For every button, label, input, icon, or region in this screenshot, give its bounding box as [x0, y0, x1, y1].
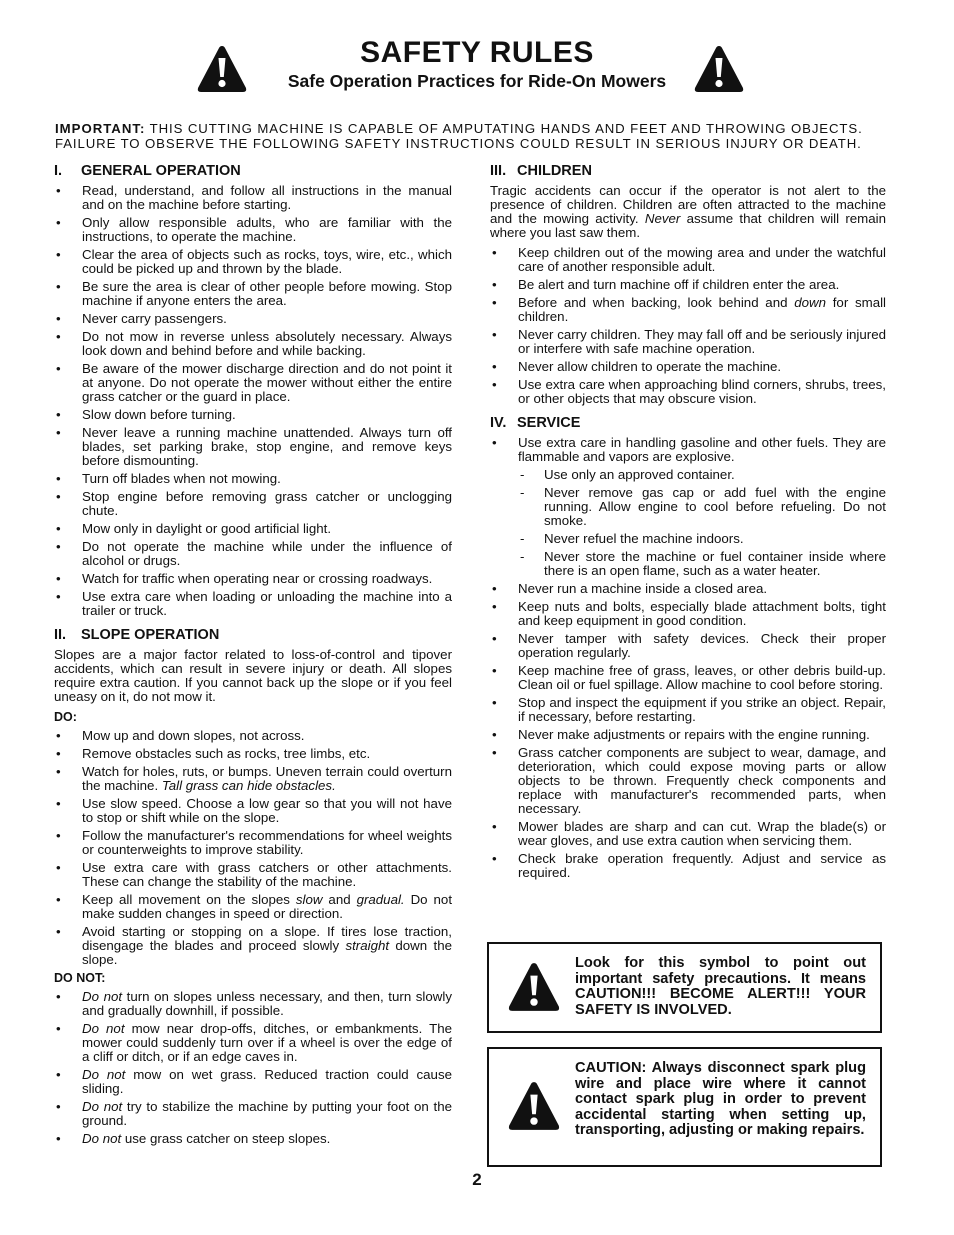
section-general-heading: I. GENERAL OPERATION	[54, 163, 241, 179]
list-item: • Watch for holes, ruts, or bumps. Uneven terrain could overturn the machine. Tall grass can hide obstacles.	[54, 765, 452, 793]
list-item: • Stop engine before removing grass catcher or unclogging chute.	[54, 490, 452, 518]
list-item: • Follow the manufacturer's recommendations for wheel weights or counterweights to improve stability.	[54, 829, 452, 857]
children-list	[490, 246, 886, 406]
sub-list-item: - Never refuel the machine indoors.	[518, 532, 886, 546]
section-service-heading: IV. SERVICE	[490, 415, 581, 431]
children-intro: Tragic accidents can occur if the operator is not alert to the presence of children. Children are often attracted to the machine and the mowing activity. Never assume that children will remain where you last saw them.	[490, 183, 886, 240]
notice-text: Look for this symbol to point out important safety precautions. It means CAUTION!!! BECOME ALERT!!! YOUR SAFETY IS INVOLVED.	[575, 955, 866, 1018]
list-item: • Be aware of the mower discharge direction and do not point it at anyone. Do not operate the mower without either the entire grass catcher or the guard in place.	[54, 362, 452, 404]
list-item: • Never leave a running machine unattended. Always turn off blades, set parking brake, stop engine, and remove keys before dismounting.	[54, 426, 452, 468]
list-item: • Remove obstacles such as rocks, tree limbs, etc.	[54, 747, 452, 761]
list-item: • Never allow children to operate the machine.	[490, 360, 886, 374]
list-item: • Do not use grass catcher on steep slopes.	[54, 1132, 452, 1146]
sub-list-item: - Never remove gas cap or add fuel with the engine running. Allow engine to cool before refueling. Do not smoke.	[518, 486, 886, 528]
page-number: 2	[472, 1170, 482, 1189]
section-slope-heading: II. SLOPE OPERATION	[54, 627, 220, 643]
list-item: • Do not mow on wet grass. Reduced traction could cause sliding.	[54, 1068, 452, 1096]
list-item: • Use extra care in handling gasoline and other fuels. They are flammable and vapors are explosive. - Use only an approved container. - Never remove gas cap or add fuel with the engine running. Allow engine to cool before refueling. Do not smoke. - Never refuel the machine indoors. - Never store the machine or fuel container inside where there is an open flame, such as a water heater.	[490, 436, 886, 578]
list-item: • Grass catcher components are subject to wear, damage, and deterioration, which could expose moving parts or allow objects to be thrown. Frequently check components and replace with manufacturer's recommended parts, when necessary.	[490, 746, 886, 816]
slope-do-not-list	[54, 990, 452, 1146]
list-item: • Avoid starting or stopping on a slope. If tires lose traction, disengage the blades and proceed slowly straight down the slope.	[54, 925, 452, 967]
list-item: • Stop and inspect the equipment if you strike an object. Repair, if necessary, before restarting.	[490, 696, 886, 724]
section-children-heading: III. CHILDREN	[490, 163, 592, 179]
list-item: • Only allow responsible adults, who are familiar with the instructions, to operate the machine.	[54, 216, 452, 244]
list-item: • Use extra care when approaching blind corners, shrubs, trees, or other objects that may obscure vision.	[490, 378, 886, 406]
list-item: • Do not mow in reverse unless absolutely necessary. Always look down and behind before and while backing.	[54, 330, 452, 358]
do-not-label: DO NOT:	[54, 971, 106, 985]
list-item: • Mower blades are sharp and can cut. Wrap the blade(s) or wear gloves, and use extra caution when servicing them.	[490, 820, 886, 848]
list-item: • Mow only in daylight or good artificial light.	[54, 522, 452, 536]
list-item: • Read, understand, and follow all instructions in the manual and on the machine before starting.	[54, 184, 452, 212]
slope-do-list	[54, 729, 452, 967]
list-item: • Be sure the area is clear of other people before mowing. Stop machine if anyone enters the area.	[54, 280, 452, 308]
general-list	[54, 184, 452, 618]
list-item: • Keep machine free of grass, leaves, or other debris build-up. Clean oil or fuel spillage. Allow machine to cool before storing.	[490, 664, 886, 692]
page-title: SAFETY RULES	[360, 36, 594, 69]
list-item: • Do not try to stabilize the machine by putting your foot on the ground.	[54, 1100, 452, 1128]
slope-intro: Slopes are a major factor related to loss-of-control and tipover accidents, which can result in severe injury or death. All slopes require extra caution. If you cannot back up the slope or if you feel uneasy on it, do not mow it.	[54, 647, 452, 704]
list-item: • Check brake operation frequently. Adjust and service as required.	[490, 852, 886, 880]
warning-triangle-icon	[507, 1079, 561, 1133]
right-column	[490, 164, 886, 884]
list-item: • Do not turn on slopes unless necessary, and then, turn slowly and gradually downhill, if possible.	[54, 990, 452, 1018]
list-item: • Do not operate the machine while under the influence of alcohol or drugs.	[54, 540, 452, 568]
list-item: • Never carry passengers.	[54, 312, 452, 326]
list-item: • Clear the area of objects such as rocks, toys, wire, etc., which could be picked up and thrown by the blade.	[54, 248, 452, 276]
list-item: • Use slow speed. Choose a low gear so that you will not have to stop or shift while on the slope.	[54, 797, 452, 825]
list-item: • Never run a machine inside a closed area.	[490, 582, 886, 596]
list-item: • Keep children out of the mowing area and under the watchful care of another responsible adult.	[490, 246, 886, 274]
sub-list-item: - Never store the machine or fuel container inside where there is an open flame, such as a water heater.	[518, 550, 886, 578]
list-item: • Keep all movement on the slopes slow and gradual. Do not make sudden changes in speed or direction.	[54, 893, 452, 921]
list-item: • Before and when backing, look behind and down for small children.	[490, 296, 886, 324]
left-column	[54, 164, 452, 1150]
list-item: • Do not mow near drop-offs, ditches, or embankments. The mower could suddenly turn over if a wheel is over the edge of a cliff or ditch, or if an edge caves in.	[54, 1022, 452, 1064]
warning-triangle-icon	[507, 960, 561, 1014]
list-item: • Never make adjustments or repairs with the engine running.	[490, 728, 886, 742]
list-item: • Mow up and down slopes, not across.	[54, 729, 452, 743]
list-item: • Keep nuts and bolts, especially blade attachment bolts, tight and keep equipment in good condition.	[490, 600, 886, 628]
list-item: • Slow down before turning.	[54, 408, 452, 422]
do-label: DO:	[54, 710, 77, 724]
notice-box	[487, 942, 882, 1033]
important-notice	[55, 121, 895, 151]
list-item: • Use extra care when loading or unloading the machine into a trailer or truck.	[54, 590, 452, 618]
list-item: • Never carry children. They may fall off and be seriously injured or interfere with safe machine operation.	[490, 328, 886, 356]
page-subtitle: Safe Operation Practices for Ride-On Mowers	[287, 71, 667, 91]
caution-box	[487, 1047, 882, 1167]
important-text: THIS CUTTING MACHINE IS CAPABLE OF AMPUTATING HANDS AND FEET AND THROWING OBJECTS. FAILURE TO OBSERVE THE FOLLOWING SAFETY INSTRUCTIONS COULD RESULT IN SERIOUS INJURY OR DEATH.	[55, 121, 863, 151]
sub-list-item: - Use only an approved container.	[518, 468, 886, 482]
list-item: • Be alert and turn machine off if children enter the area.	[490, 278, 886, 292]
list-item: • Use extra care with grass catchers or other attachments. These can change the stability of the machine.	[54, 861, 452, 889]
list-item: • Never tamper with safety devices. Check their proper operation regularly.	[490, 632, 886, 660]
fuel-sublist	[518, 468, 886, 578]
caution-text: CAUTION: Always disconnect spark plug wire and place wire where it cannot contact spark plug in order to prevent accidental starting when setting up, transporting, adjusting or making repairs.	[575, 1060, 866, 1138]
list-item: • Watch for traffic when operating near or crossing roadways.	[54, 572, 452, 586]
important-label: IMPORTANT:	[55, 121, 146, 136]
list-item: • Turn off blades when not mowing.	[54, 472, 452, 486]
service-list	[490, 436, 886, 880]
